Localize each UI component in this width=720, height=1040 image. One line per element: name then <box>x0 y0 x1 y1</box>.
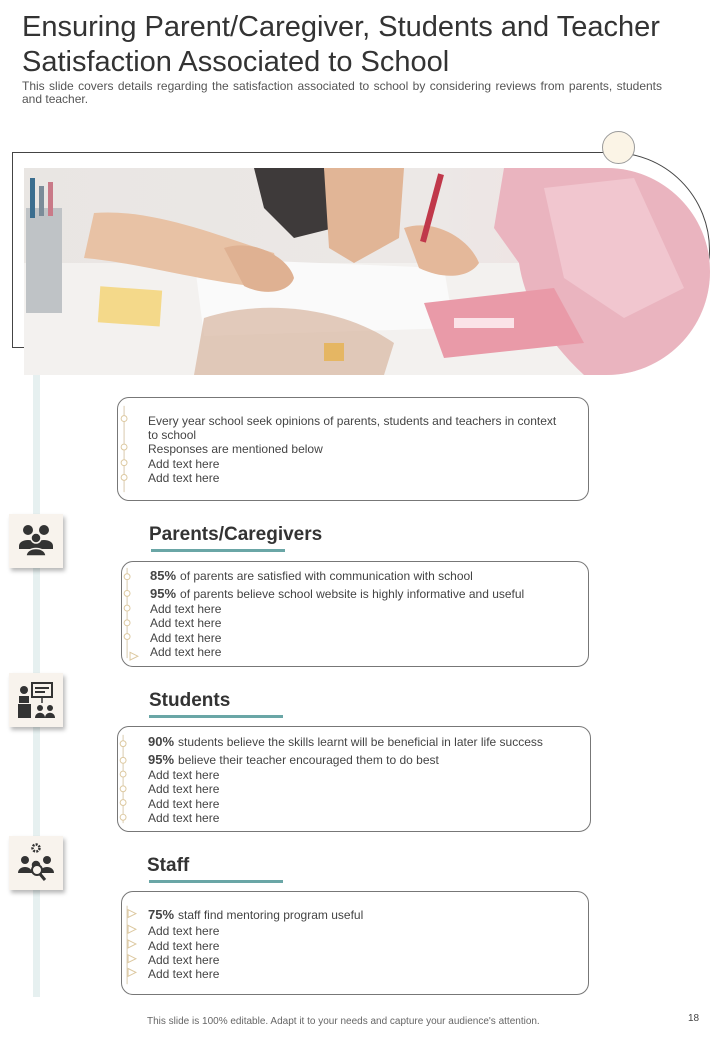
page-number: 18 <box>688 1013 700 1024</box>
intro-box <box>117 397 589 501</box>
stat-line <box>150 569 473 583</box>
section-title-parents: Parents/Caregivers <box>149 524 323 545</box>
parents-box <box>121 561 589 667</box>
stat-percent: 85% <box>150 568 177 583</box>
intro-line: to school <box>148 428 197 442</box>
extra-line: Add text here <box>150 602 222 616</box>
extra-line: Add text here <box>148 953 220 967</box>
intro-line: Every year school seek opinions of parents, students and teachers in context <box>148 414 557 428</box>
extra-line: Add text here <box>150 631 222 645</box>
stat-percent: 90% <box>148 734 175 749</box>
stat-line <box>148 753 439 767</box>
page-subtitle: This slide covers details regarding the satisfaction associated to school by considering reviews from parents, students and teacher. <box>22 79 662 106</box>
stat-line <box>148 735 543 749</box>
stat-line <box>150 587 524 601</box>
students-dots <box>118 727 138 831</box>
extra-line: Add text here <box>148 924 220 938</box>
stat-text: believe their teacher encouraged them to do best <box>178 753 439 767</box>
stat-percent: 95% <box>150 586 177 601</box>
staff-icon-tile <box>9 836 63 890</box>
stat-text: of parents believe school website is highly informative and useful <box>180 587 525 601</box>
extra-line: Add text here <box>148 797 220 811</box>
hero-knob-circle <box>602 131 635 164</box>
staff-box <box>121 891 589 995</box>
parents-dots <box>122 562 142 666</box>
section-title-staff: Staff <box>147 855 190 876</box>
stat-text: students believe the skills learnt will be beneficial in later life success <box>178 735 543 749</box>
stat-text: staff find mentoring program useful <box>178 908 364 922</box>
section-underline <box>149 880 283 883</box>
extra-line: Add text here <box>148 782 220 796</box>
students-box <box>117 726 591 832</box>
footer-note: This slide is 100% editable. Adapt it to your needs and capture your audience's attention. <box>147 1016 540 1027</box>
page-title: Ensuring Parent/Caregiver, Students and Teacher Satisfaction Associated to School <box>22 11 660 78</box>
extra-line: Add text here <box>150 645 222 659</box>
extra-line: Add text here <box>148 939 220 953</box>
staff-search-icon <box>9 836 63 890</box>
parents-icon-tile <box>9 514 63 568</box>
extra-line: Add text here <box>148 811 220 825</box>
extra-line: Add text here <box>148 967 220 981</box>
extra-line: Add text here <box>148 768 220 782</box>
section-underline <box>151 549 285 552</box>
section-title-students: Students <box>149 690 231 711</box>
parents-group-icon <box>9 514 63 568</box>
intro-line: Responses are mentioned below <box>148 442 323 456</box>
stat-percent: 75% <box>148 907 175 922</box>
staff-dots <box>122 892 142 994</box>
stat-line <box>148 908 363 922</box>
intro-line: Add text here <box>148 471 220 485</box>
stat-text: of parents are satisfied with communication with school <box>180 569 473 583</box>
classroom-presentation-icon <box>9 673 63 727</box>
extra-line: Add text here <box>150 616 222 630</box>
section-underline <box>149 715 283 718</box>
intro-dots <box>118 398 138 500</box>
intro-line: Add text here <box>148 457 220 471</box>
stat-percent: 95% <box>148 752 175 767</box>
students-icon-tile <box>9 673 63 727</box>
hero-photo <box>24 168 710 375</box>
